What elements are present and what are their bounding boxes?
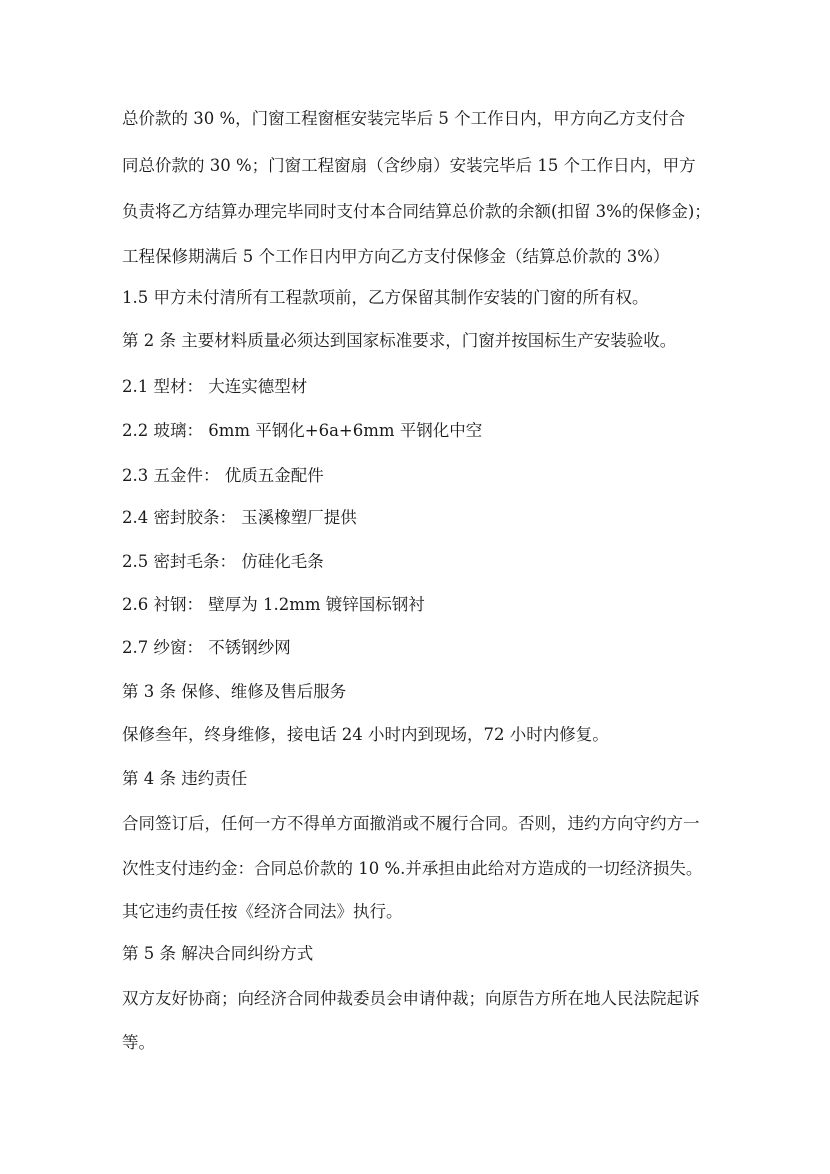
paragraph-line: 其它违约责任按《经济合同法》执行。 bbox=[122, 902, 403, 921]
paragraph-line: 同总价款的 30 %；门窗工程窗扇（含纱扇）安装完毕后 15 个工作日内，甲方 bbox=[122, 156, 696, 175]
paragraph-line: 双方友好协商；向经济合同仲裁委员会申请仲裁；向原告方所在地人民法院起诉 bbox=[122, 989, 700, 1008]
spec-item: 2.5 密封毛条： 仿硅化毛条 bbox=[122, 552, 324, 571]
paragraph-line: 工程保修期满后 5 个工作日内甲方向乙方支付保修金（结算总价款的 3%） bbox=[122, 247, 670, 266]
paragraph-line: 1.5 甲方未付清所有工程款项前，乙方保留其制作安装的门窗的所有权。 bbox=[122, 288, 649, 307]
section-heading: 第 5 条 解决合同纠纷方式 bbox=[122, 944, 314, 963]
section-heading: 第 3 条 保修、维修及售后服务 bbox=[122, 682, 347, 701]
paragraph-line: 负责将乙方结算办理完毕同时支付本合同结算总价款的余额(扣留 3%的保修金)； bbox=[122, 202, 711, 221]
spec-item: 2.6 衬钢： 壁厚为 1.2mm 镀锌国标钢衬 bbox=[122, 595, 425, 614]
spec-item: 2.3 五金件： 优质五金配件 bbox=[122, 466, 324, 485]
spec-item: 2.7 纱窗： 不锈钢纱网 bbox=[122, 638, 291, 657]
paragraph-line: 保修叁年，终身维修，接电话 24 小时内到现场，72 小时内修复。 bbox=[122, 725, 609, 744]
spec-item: 2.1 型材： 大连实德型材 bbox=[122, 377, 308, 396]
section-heading: 第 2 条 主要材料质量必须达到国家标准要求，门窗并按国标生产安装验收。 bbox=[122, 331, 677, 350]
paragraph-line: 次性支付违约金：合同总价款的 10 %.并承担由此给对方造成的一切经济损失。 bbox=[122, 859, 703, 878]
paragraph-line: 等。 bbox=[122, 1033, 155, 1052]
paragraph-line: 总价款的 30 %，门窗工程窗框安装完毕后 5 个工作日内，甲方向乙方支付合 bbox=[122, 109, 686, 128]
spec-item: 2.2 玻璃： 6mm 平钢化+6a+6mm 平钢化中空 bbox=[122, 421, 483, 440]
section-heading: 第 4 条 违约责任 bbox=[122, 769, 248, 788]
spec-item: 2.4 密封胶条： 玉溪橡塑厂提供 bbox=[122, 508, 357, 527]
paragraph-line: 合同签订后，任何一方不得单方面撤消或不履行合同。否则，违约方向守约方一 bbox=[122, 814, 700, 833]
